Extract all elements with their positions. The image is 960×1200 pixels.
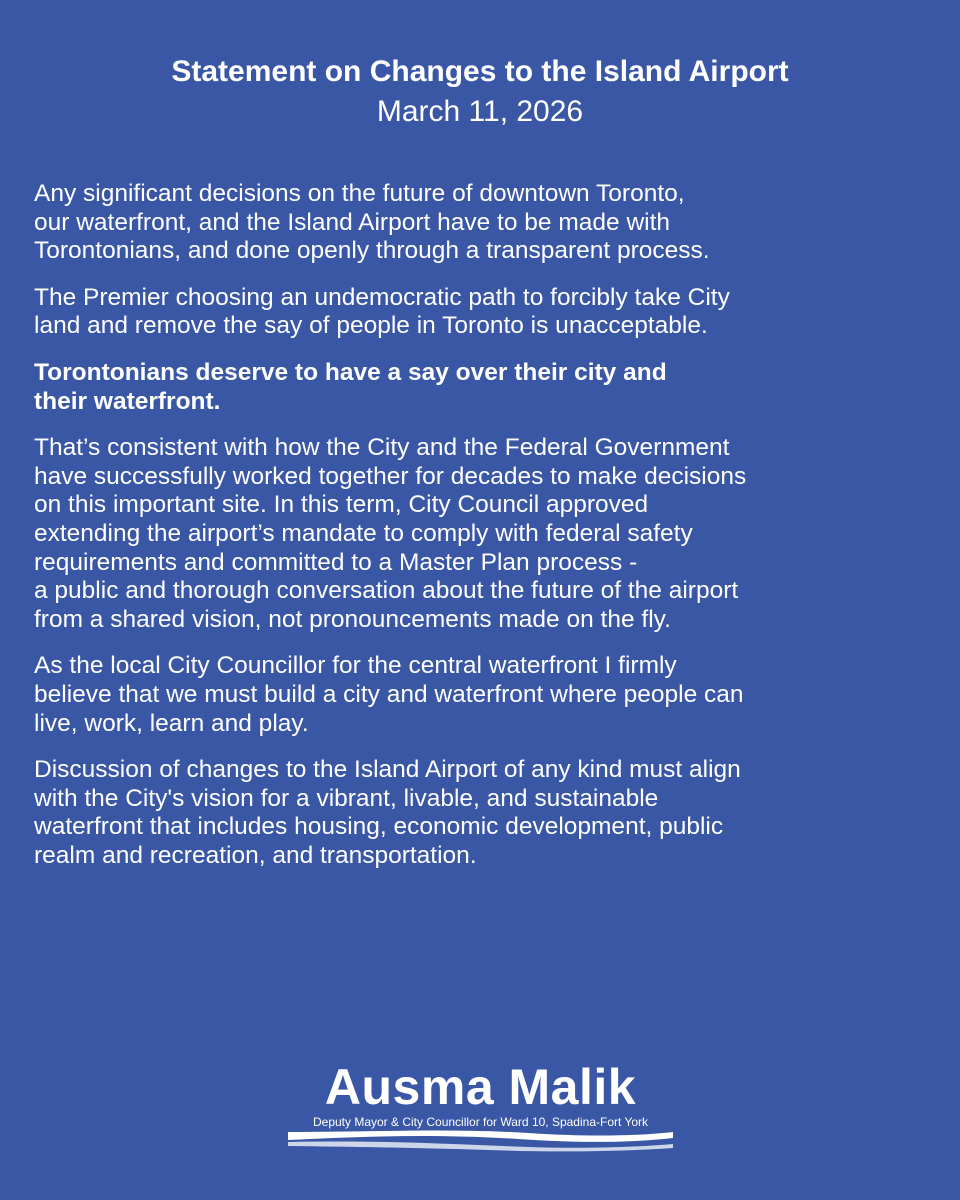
paragraph-line: a public and thorough conversation about the future of the airport	[34, 577, 739, 605]
paragraph-premier	[34, 284, 934, 341]
paragraph-line: Torontonians deserve to have a say over their city and	[34, 358, 667, 386]
paragraph-line: As the local City Councillor for the central waterfront I firmly	[34, 652, 677, 680]
councillor-logo	[288, 1060, 673, 1150]
paragraph-line: Discussion of changes to the Island Airport of any kind must align	[34, 756, 741, 784]
paragraph-line: live, work, learn and play.	[34, 709, 309, 737]
statement-title: Statement on Changes to the Island Airport	[171, 55, 789, 88]
paragraph-decisions	[34, 180, 934, 266]
paragraph-line: have successfully worked together for decades to make decisions	[34, 462, 747, 490]
paragraph-line: realm and recreation, and transportation.	[34, 841, 477, 869]
statement-header	[0, 52, 960, 132]
paragraph-line: from a shared vision, not pronouncements made on the fly.	[34, 605, 671, 633]
paragraph-line: believe that we must build a city and waterfront where people can	[34, 680, 744, 708]
logo-name: Ausma Malik	[324, 1059, 637, 1115]
paragraph-line: our waterfront, and the Island Airport have to be made with	[34, 208, 671, 236]
statement-date: March 11, 2026	[376, 95, 584, 128]
paragraph-line: on this important site. In this term, City Council approved	[34, 491, 649, 519]
paragraph-line: Torontonians, and done openly through a transparent process.	[34, 237, 710, 265]
wave-icon	[288, 1130, 673, 1152]
paragraph-line: with the City's vision for a vibrant, livable, and sustainable	[34, 784, 659, 812]
paragraph-line: extending the airport’s mandate to comply with federal safety	[34, 519, 693, 547]
statement-body	[34, 180, 934, 888]
paragraph-line: waterfront that includes housing, economic development, public	[34, 813, 724, 841]
paragraph-consistency	[34, 434, 934, 634]
paragraph-councillor	[34, 652, 934, 738]
paragraph-line: requirements and committed to a Master Plan process -	[34, 548, 638, 576]
paragraph-line: Any significant decisions on the future of downtown Toronto,	[34, 180, 685, 207]
logo-subtitle: Deputy Mayor & City Councillor for Ward 10, Spadina-Fort York	[312, 1115, 649, 1129]
paragraph-line: their waterfront.	[34, 387, 221, 415]
paragraph-line: land and remove the say of people in Toronto is unacceptable.	[34, 312, 708, 340]
paragraph-discussion	[34, 756, 934, 870]
paragraph-line: That’s consistent with how the City and the Federal Government	[34, 434, 730, 462]
paragraph-emphasis	[34, 359, 934, 416]
paragraph-line: The Premier choosing an undemocratic path to forcibly take City	[34, 283, 730, 311]
